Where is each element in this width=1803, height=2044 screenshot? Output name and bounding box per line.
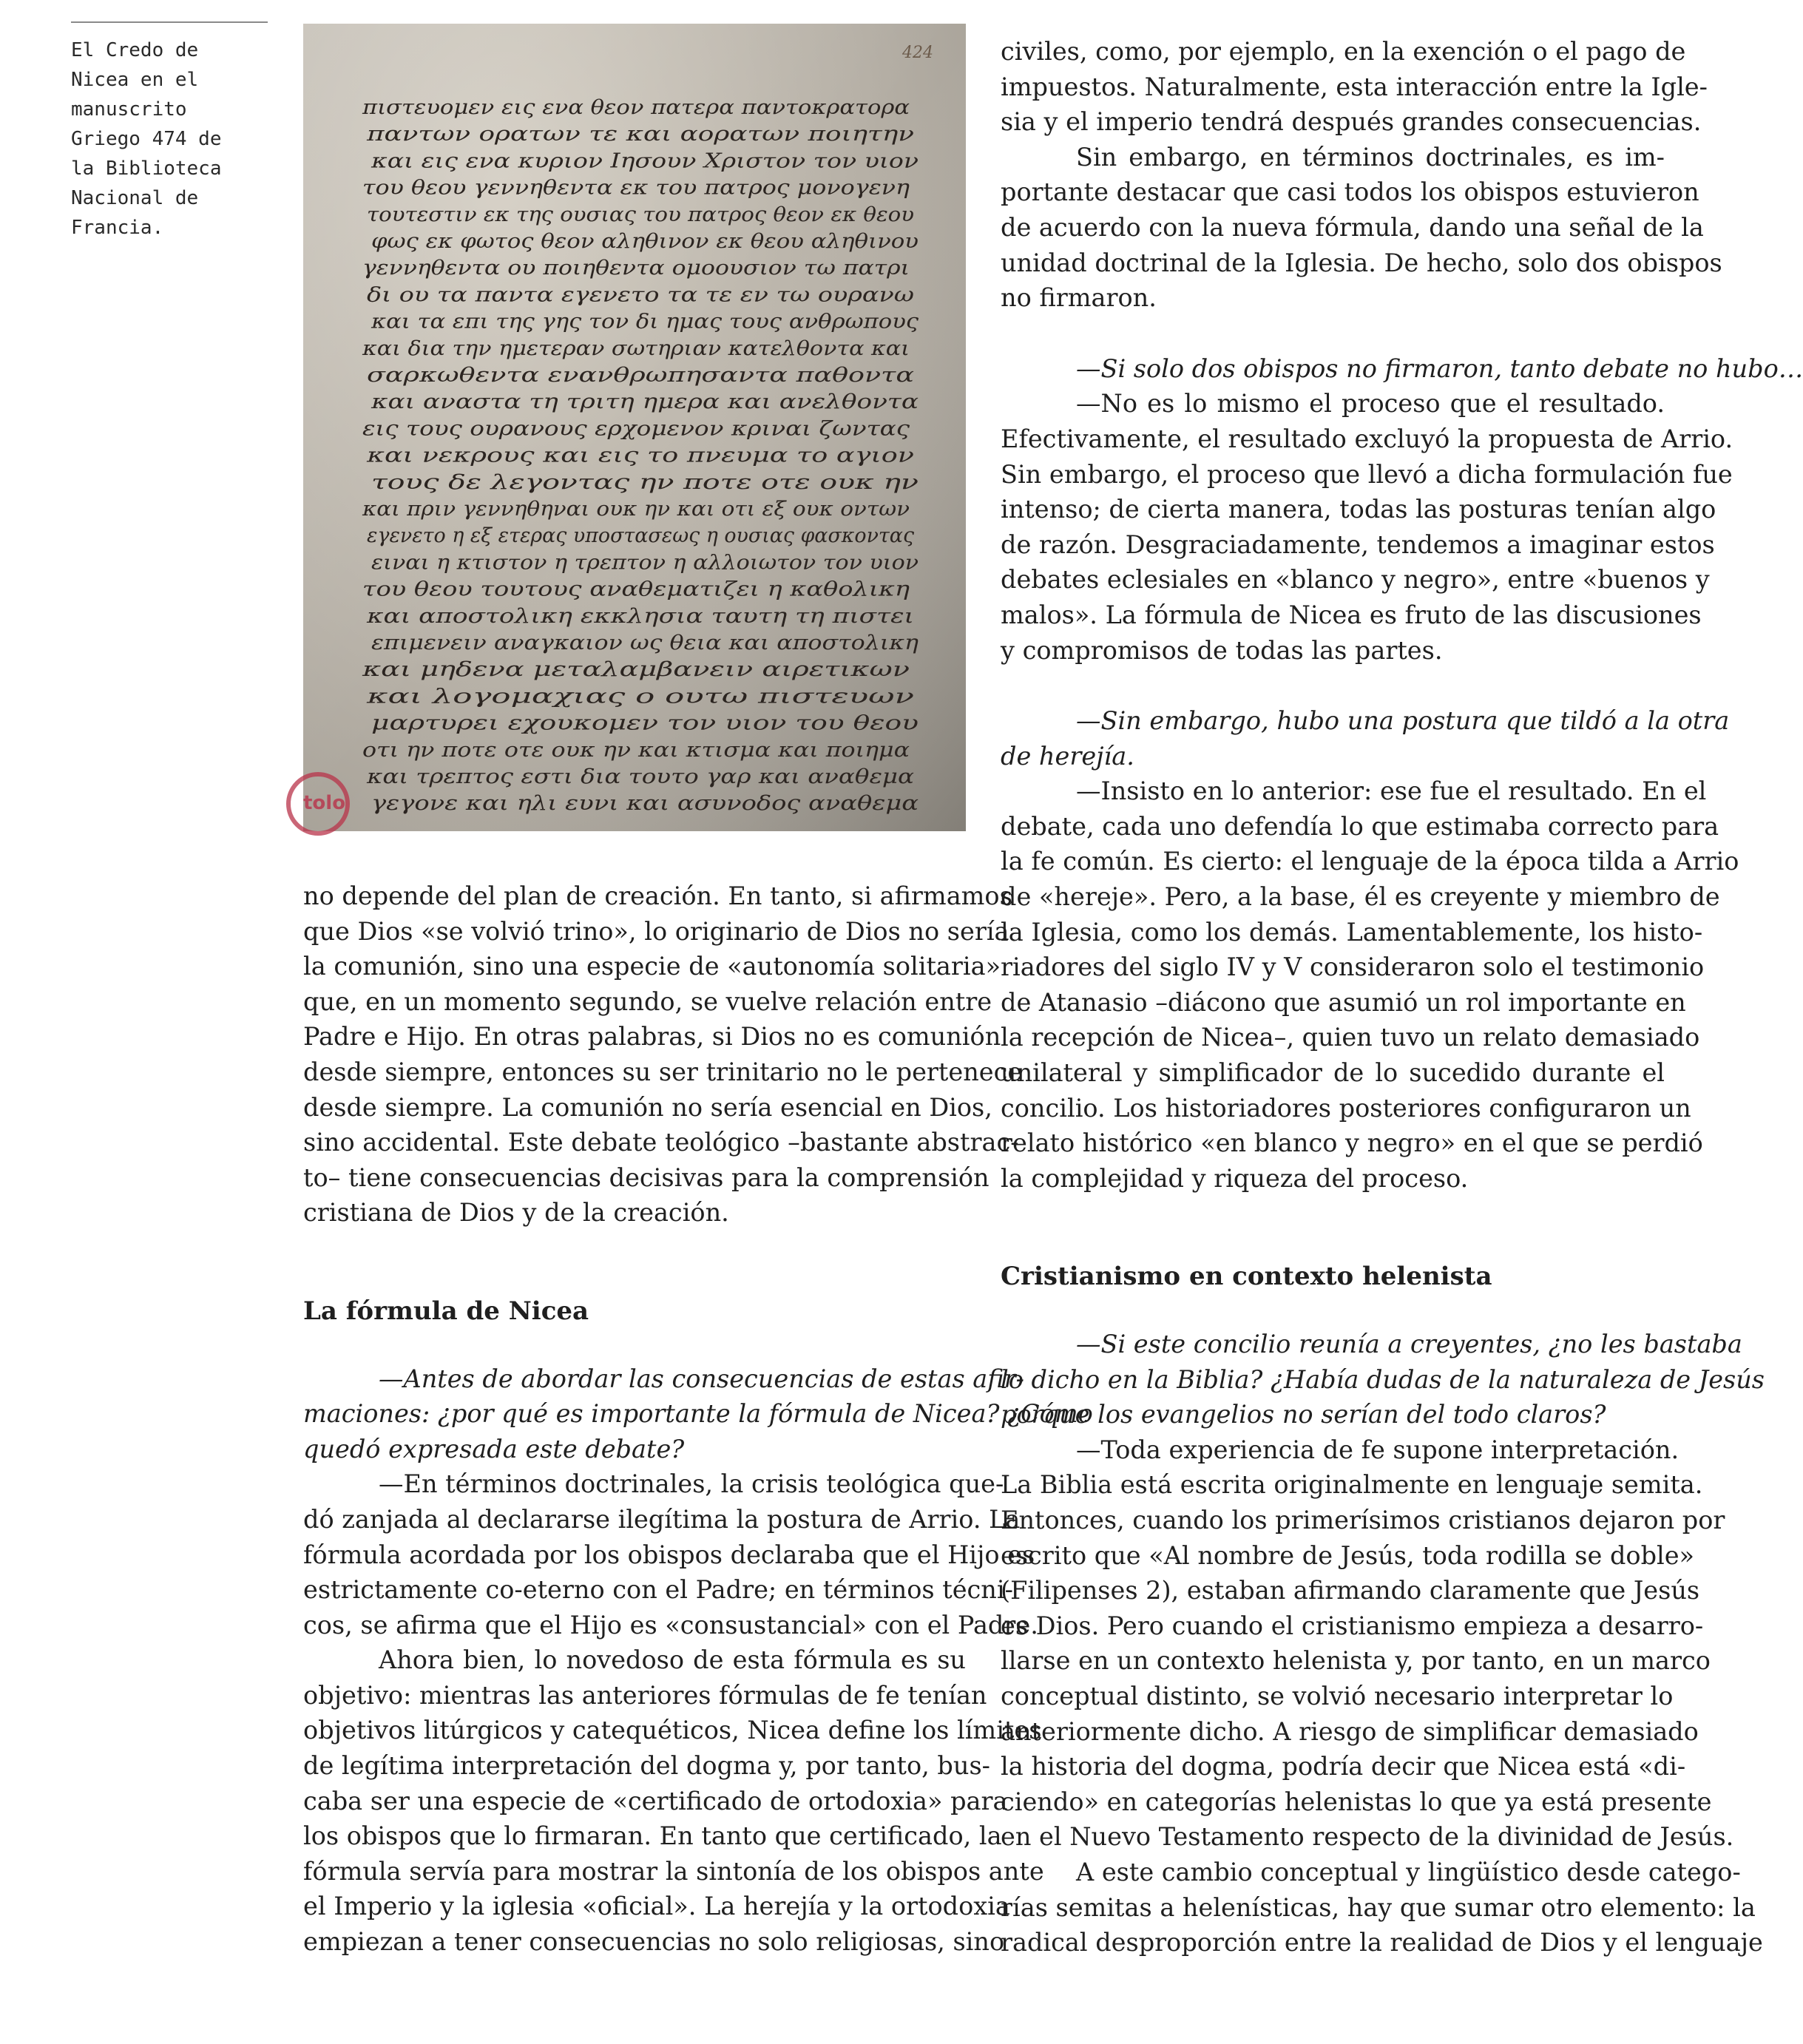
text-line: A este cambio conceptual y lingüístico desde catego- bbox=[1076, 1857, 1741, 1886]
caption-rule bbox=[71, 21, 268, 23]
manuscript-line: γεγονε και ηλι ευνι και ασυνοδος αναθεμα bbox=[371, 792, 919, 816]
caption-line: El Credo de bbox=[71, 39, 199, 61]
paragraph bbox=[1001, 1855, 1763, 1960]
text-line: impuestos. Naturalmente, esta interacción entre la Igle- bbox=[1001, 72, 1708, 101]
manuscript-line: και μηδενα μεταλαμβανειν αιρετικων bbox=[361, 658, 910, 682]
text-line: la recepción de Nicea–, quien tuvo un relato demasiado bbox=[1001, 1023, 1700, 1052]
text-line: Sin embargo, el proceso que llevó a dicha formulación fue bbox=[1001, 459, 1733, 489]
manuscript-line: τουτεστιν εκ της ουσιας του πατρος θεον εκ θεου bbox=[367, 203, 914, 226]
manuscript-line: και λογομαχιας ο ουτω πιστευων bbox=[365, 685, 914, 708]
manuscript-line: οτι ην ποτε οτε ουκ ην και κτισμα και ποιημα bbox=[362, 738, 910, 762]
text-line: unilateral y simplificador de lo sucedido durante el bbox=[1001, 1058, 1665, 1088]
text-line: anteriormente dicho. A riesgo de simplificar demasiado bbox=[1001, 1716, 1699, 1746]
text-line: de razón. Desgraciadamente, tendemos a imaginar estos bbox=[1001, 529, 1715, 559]
manuscript-line: και νεκρους και εις το πνευμα το αγιον bbox=[365, 444, 914, 467]
caption-line: Francia. bbox=[71, 217, 164, 239]
text-line: objetivos litúrgicos y catequéticos, Nicea define los límites bbox=[303, 1716, 1042, 1745]
text-line: sino accidental. Este debate teológico –bastante abstrac- bbox=[303, 1128, 1019, 1157]
text-line: intenso; de cierta manera, todas las posturas tenían algo bbox=[1001, 495, 1716, 524]
text-line: la Iglesia, como los demás. Lamentablemente, los histo- bbox=[1001, 917, 1703, 947]
caption-line: la Biblioteca bbox=[71, 158, 222, 180]
text-line: Sin embargo, en términos doctrinales, es im- bbox=[1076, 142, 1665, 172]
manuscript-line: ειναι η κτιστον η τρεπτον η αλλοιωτον τον υιον bbox=[371, 551, 919, 575]
text-line: llarse en un contexto helenista y, por tanto, en un marco bbox=[1001, 1646, 1711, 1676]
text-line: Efectivamente, el resultado excluyó la propuesta de Arrio. bbox=[1001, 424, 1733, 453]
manuscript-line: φως εκ φωτος θεον αληθινον εκ θεου αληθινου bbox=[371, 230, 919, 253]
manuscript-line: πιστευομεν εις ενα θεον πατερα παντοκρατορα bbox=[361, 96, 910, 119]
text-line: conceptual distinto, se volvió necesario interpretar lo bbox=[1001, 1681, 1674, 1710]
manuscript-line: μαρτυρει εχουκομεν τον υιον του θεου bbox=[371, 711, 919, 735]
text-line: de herejía. bbox=[1001, 741, 1134, 771]
text-line: ciendo» en categorías helenistas lo que ya está presente bbox=[1001, 1787, 1712, 1816]
section-heading: Cristianismo en contexto helenista bbox=[1001, 1262, 1492, 1292]
text-line: —No es lo mismo el proceso que el resultado. bbox=[1076, 389, 1665, 419]
manuscript-line: και εις ενα κυριον Ιησουν Χριστον τον υιον bbox=[370, 149, 919, 173]
manuscript-line: δι ου τα παντα εγενετο τα τε εν τω ουρανω bbox=[367, 283, 914, 307]
text-line: que Dios «se volvió trino», lo originario de Dios no sería bbox=[303, 916, 1009, 946]
text-line: to– tiene consecuencias decisivas para la comprensión bbox=[303, 1163, 990, 1192]
text-line: es Dios. Pero cuando el cristianismo empieza a desarro- bbox=[1001, 1611, 1704, 1640]
manuscript-line: γεννηθεντα ου ποιηθεντα ομοουσιον τω πατρι bbox=[362, 257, 910, 280]
text-line: debate, cada uno defendía lo que estimaba correcto para bbox=[1001, 811, 1719, 841]
text-line: no firmaron. bbox=[1001, 283, 1157, 313]
interview-question bbox=[1001, 703, 1730, 774]
text-line: porque los evangelios no serían del todo claros? bbox=[1001, 1400, 1606, 1429]
interview-answer bbox=[303, 1466, 1038, 1642]
manuscript-line: και αποστολικη εκκλησια ταυτη τη πιστει bbox=[365, 604, 914, 628]
text-line: —Sin embargo, hubo una postura que tildó a la otra bbox=[1076, 706, 1730, 736]
paragraph bbox=[1001, 34, 1708, 140]
text-line: —Si este concilio reunía a creyentes, ¿no les bastaba bbox=[1076, 1330, 1742, 1358]
text-line: Padre e Hijo. En otras palabras, si Dios no es comunión bbox=[303, 1022, 1001, 1052]
paragraph bbox=[303, 879, 1023, 1231]
interview-answer bbox=[1001, 774, 1739, 1196]
text-line: desde siempre, entonces su ser trinitario no le pertenece bbox=[303, 1057, 1023, 1086]
text-line: portante destacar que casi todos los obispos estuvieron bbox=[1001, 177, 1699, 207]
manuscript-line: και αναστα τη τριτη ημερα και ανελθοντα bbox=[370, 390, 919, 414]
manuscript-line: εις τους ουρανους ερχομενον κριναι ζωντας bbox=[362, 417, 911, 441]
figure-caption bbox=[71, 35, 271, 243]
manuscript-line: και δια την ημετεραν σωτηριαν κατελθοντα και bbox=[361, 336, 910, 360]
text-line: lo dicho en la Biblia? ¿Había dudas de la naturaleza de Jesús bbox=[1001, 1364, 1765, 1394]
text-line: quedó expresada este debate? bbox=[303, 1434, 685, 1463]
text-line: en el Nuevo Testamento respecto de la divinidad de Jesús. bbox=[1001, 1822, 1734, 1852]
text-line: de acuerdo con la nueva fórmula, dando una señal de la bbox=[1001, 212, 1704, 242]
text-line: rías semitas a helenísticas, hay que sumar otro elemento: la bbox=[1001, 1892, 1756, 1922]
text-line: Entonces, cuando los primerísimos cristianos dejaron por bbox=[1001, 1505, 1725, 1534]
text-line: —Antes de abordar las consecuencias de estas afir- bbox=[379, 1364, 1024, 1393]
text-line: La Biblia está escrita originalmente en lenguaje semita. bbox=[1001, 1470, 1703, 1500]
caption-line: Nacional de bbox=[71, 187, 199, 209]
manuscript-page-number: 424 bbox=[902, 44, 933, 62]
text-line: (Filipenses 2), estaban afirmando claramente que Jesús bbox=[1001, 1576, 1700, 1605]
text-line: de «hereje». Pero, a la base, él es creyente y miembro de bbox=[1001, 882, 1720, 912]
middle-column bbox=[303, 879, 1093, 1960]
text-line: relato histórico «en blanco y negro» en el que se perdió bbox=[1001, 1128, 1703, 1158]
text-line: maciones: ¿por qué es importante la fórmula de Nicea? ¿Cómo bbox=[303, 1399, 1093, 1429]
text-line: radical desproporción entre la realidad de Dios y el lenguaje bbox=[1001, 1928, 1763, 1957]
text-line: los obispos que lo firmaran. En tanto que certificado, la bbox=[303, 1821, 1002, 1851]
text-line: debates eclesiales en «blanco y negro», entre «buenos y bbox=[1001, 565, 1710, 595]
text-line: escrito que «Al nombre de Jesús, toda rodilla se doble» bbox=[1001, 1540, 1695, 1570]
text-line: y compromisos de todas las partes. bbox=[1001, 635, 1443, 665]
text-line: empiezan a tener consecuencias no solo religiosas, sino bbox=[303, 1927, 1005, 1957]
text-line: unidad doctrinal de la Iglesia. De hecho, solo dos obispos bbox=[1001, 248, 1722, 277]
manuscript-line: και τα επι της γης τον δι ημας τους ανθρωπους bbox=[370, 310, 919, 334]
interview-answer bbox=[1001, 386, 1733, 668]
manuscript-line: του θεου τουτους αναθεματιζει η καθολικη bbox=[362, 578, 910, 601]
manuscript-line: σαρκωθεντα ενανθρωπησαντα παθοντα bbox=[367, 364, 914, 387]
caption-line: Nicea en el bbox=[71, 69, 199, 91]
manuscript-line: παντων ορατων τε και αορατων ποιητην bbox=[365, 123, 914, 146]
manuscript-line: τους δε λεγοντας ην ποτε οτε ουκ ην bbox=[371, 470, 919, 494]
manuscript-page bbox=[303, 24, 966, 831]
text-line: cristiana de Dios y de la creación. bbox=[303, 1198, 729, 1228]
interview-question bbox=[1001, 351, 1803, 387]
text-line: concilio. Los historiadores posteriores configuraron un bbox=[1001, 1093, 1691, 1123]
text-line: la fe común. Es cierto: el lenguaje de la época tilda a Arrio bbox=[1001, 847, 1739, 876]
text-line: de legítima interpretación del dogma y, por tanto, bus- bbox=[303, 1751, 990, 1781]
text-line: civiles, como, por ejemplo, en la exención o el pago de bbox=[1001, 37, 1686, 66]
caption-line: Griego 474 de bbox=[71, 128, 222, 150]
interview-question bbox=[1001, 1327, 1765, 1432]
text-line: que, en un momento segundo, se vuelve relación entre bbox=[303, 987, 992, 1016]
text-line: la complejidad y riqueza del proceso. bbox=[1001, 1163, 1469, 1193]
text-line: malos». La fórmula de Nicea es fruto de las discusiones bbox=[1001, 600, 1702, 629]
text-line: fórmula servía para mostrar la sintonía de los obispos ante bbox=[303, 1856, 1044, 1886]
text-line: —Toda experiencia de fe supone interpretación. bbox=[1076, 1435, 1679, 1464]
text-line: dó zanjada al declararse ilegítima la postura de Arrio. La bbox=[303, 1504, 1021, 1534]
interview-question bbox=[303, 1361, 1093, 1467]
manuscript-line: του θεου γεννηθεντα εκ του πατρος μονογενη bbox=[362, 176, 910, 200]
svg-text:tolo: tolo bbox=[303, 792, 346, 814]
text-line: la comunión, sino una especie de «autonomía solitaria» bbox=[303, 952, 1001, 981]
text-line: de Atanasio –diácono que asumió un rol importante en bbox=[1001, 987, 1686, 1017]
text-line: caba ser una especie de «certificado de ortodoxia» para bbox=[303, 1786, 1008, 1815]
right-column bbox=[1001, 34, 1803, 1960]
text-line: —Insisto en lo anterior: ese fue el resultado. En el bbox=[1076, 776, 1707, 806]
text-line: riadores del siglo IV y V consideraron solo el testimonio bbox=[1001, 952, 1705, 982]
text-line: cos, se afirma que el Hijo es «consustancial» con el Padre. bbox=[303, 1610, 1038, 1639]
text-line: fórmula acordada por los obispos declaraba que el Hijo es bbox=[303, 1540, 1035, 1569]
manuscript-image bbox=[303, 24, 966, 831]
text-line: la historia del dogma, podría decir que Nicea está «di- bbox=[1001, 1752, 1686, 1781]
text-line: el Imperio y la iglesia «oficial». La herejía y la ortodoxia bbox=[303, 1892, 1010, 1921]
text-line: no depende del plan de creación. En tanto, si afirmamos bbox=[303, 881, 1012, 910]
manuscript-line: επιμενειν αναγκαιον ως θεια και αποστολικη bbox=[371, 632, 919, 654]
text-line: —En términos doctrinales, la crisis teológica que- bbox=[379, 1469, 1004, 1499]
paragraph bbox=[1001, 140, 1722, 316]
text-line: desde siempre. La comunión no sería esencial en Dios, bbox=[303, 1092, 992, 1122]
text-line: Ahora bien, lo novedoso de esta fórmula es su bbox=[379, 1645, 966, 1675]
text-line: sia y el imperio tendrá después grandes consecuencias. bbox=[1001, 107, 1702, 137]
caption-line: manuscrito bbox=[71, 98, 187, 121]
manuscript-line: και πριν γεννηθηναι ουκ ην και οτι εξ ουκ οντων bbox=[361, 498, 910, 521]
manuscript-line: και τρεπτος εστι δια τουτο γαρ και αναθεμα bbox=[365, 765, 915, 788]
manuscript-line: εγενετο η εξ ετερας υποστασεως η ουσιας φασκοντας bbox=[367, 524, 915, 548]
text-line: objetivo: mientras las anteriores fórmulas de fe tenían bbox=[303, 1680, 987, 1710]
section-heading: La fórmula de Nicea bbox=[303, 1296, 589, 1326]
paragraph bbox=[303, 1642, 1044, 1959]
text-line: —Si solo dos obispos no firmaron, tanto debate no hubo… bbox=[1076, 353, 1803, 383]
interview-answer bbox=[1001, 1432, 1734, 1855]
text-line: estrictamente co-eterno con el Padre; en términos técni- bbox=[303, 1575, 1013, 1605]
